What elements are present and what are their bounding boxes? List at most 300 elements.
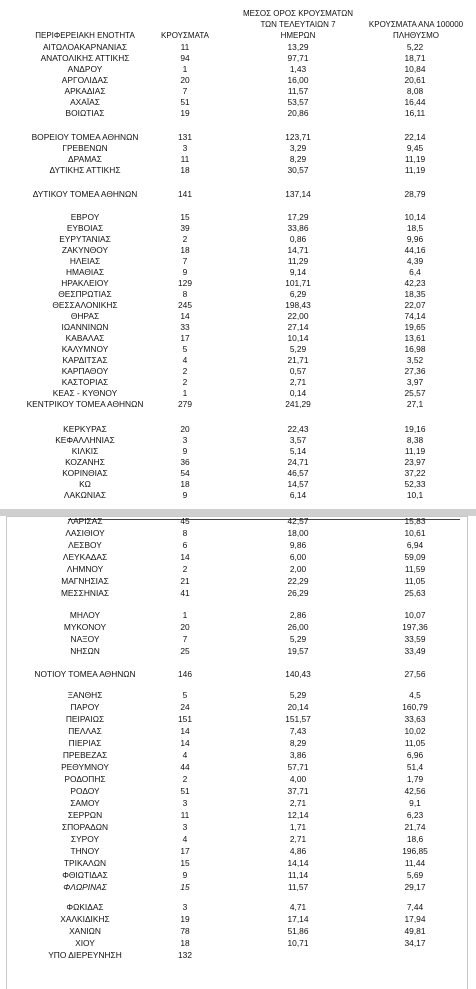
per-100k-cell: 22,07 xyxy=(404,300,426,310)
cases-cell: 8 xyxy=(182,289,188,299)
cases-cell: 129 xyxy=(178,278,192,288)
table-row xyxy=(0,300,476,311)
region-name-cell: ΚΑΡΔΙΤΣΑΣ xyxy=(62,355,108,365)
seven-day-average-cell: 6,00 xyxy=(289,552,307,562)
table-row xyxy=(0,690,476,701)
per-100k-cell: 7,44 xyxy=(406,902,424,912)
cases-cell: 20 xyxy=(180,622,190,632)
seven-day-average-cell: 97,71 xyxy=(287,53,309,63)
seven-day-average-cell: 2,86 xyxy=(289,610,307,620)
per-100k-cell: 18,6 xyxy=(406,834,424,844)
per-100k-cell: 196,85 xyxy=(402,846,428,856)
region-name-cell: ΠΕΙΡΑΙΩΣ xyxy=(65,714,105,724)
cases-cell: 9 xyxy=(182,870,188,880)
seven-day-average-cell: 22,29 xyxy=(287,576,309,586)
table-row xyxy=(0,344,476,355)
header-avg-line3: ΗΜΕΡΩΝ xyxy=(280,31,316,40)
cases-cell: 18 xyxy=(180,938,190,948)
cases-cell: 1 xyxy=(182,388,188,398)
seven-day-average-cell: 198,43 xyxy=(285,300,311,310)
region-name-cell: ΠΙΕΡΙΑΣ xyxy=(68,738,102,748)
region-name-cell: ΠΑΡΟΥ xyxy=(70,702,100,712)
per-100k-cell: 5,69 xyxy=(406,870,424,880)
table-row xyxy=(0,762,476,773)
cases-cell: 18 xyxy=(180,479,190,489)
region-name-cell: ΚΕΦΑΛΛΗΝΙΑΣ xyxy=(55,435,115,445)
seven-day-average-cell: 37,71 xyxy=(287,786,309,796)
per-100k-cell: 52,33 xyxy=(404,479,426,489)
per-100k-cell: 8,08 xyxy=(406,86,424,96)
table-row xyxy=(0,377,476,388)
region-name-cell: ΕΒΡΟΥ xyxy=(70,212,100,222)
seven-day-average-cell: 19,57 xyxy=(287,646,309,656)
table-row xyxy=(0,810,476,821)
table-row xyxy=(0,669,476,680)
header-avg-line1: ΜΕΣΟΣ ΟΡΟΣ ΚΡΟΥΣΜΑΤΩΝ xyxy=(242,9,354,18)
per-100k-cell: 19,65 xyxy=(404,322,426,332)
table-row xyxy=(0,738,476,749)
cases-cell: 4 xyxy=(182,750,188,760)
per-100k-cell: 3,52 xyxy=(406,355,424,365)
table-row xyxy=(0,902,476,913)
table-row xyxy=(0,132,476,143)
cases-cell: 33 xyxy=(180,322,190,332)
region-name-cell: ΓΡΕΒΕΝΩΝ xyxy=(62,143,108,153)
region-name-cell: ΤΗΝΟΥ xyxy=(70,846,100,856)
table-row xyxy=(0,97,476,108)
cases-cell: 6 xyxy=(182,540,188,550)
region-name-cell: ΑΙΤΩΛΟΑΚΑΡΝΑΝΙΑΣ xyxy=(42,42,128,52)
table-row xyxy=(0,786,476,797)
table-row xyxy=(0,399,476,410)
per-100k-cell: 4,5 xyxy=(409,690,421,700)
per-100k-cell: 27,36 xyxy=(404,366,426,376)
per-100k-cell: 16,11 xyxy=(404,108,426,118)
region-name-cell: ΔΥΤΙΚΗΣ ΑΤΤΙΚΗΣ xyxy=(49,165,121,175)
table-row xyxy=(0,64,476,75)
seven-day-average-cell: 17,14 xyxy=(287,914,309,924)
region-name-cell: ΒΟΡΕΙΟΥ ΤΟΜΕΑ ΑΘΗΝΩΝ xyxy=(31,132,139,142)
region-name-cell: ΦΩΚΙΔΑΣ xyxy=(66,902,104,912)
cases-cell: 94 xyxy=(180,53,190,63)
seven-day-average-cell: 2,71 xyxy=(289,834,307,844)
region-name-cell: ΚΕΡΚΥΡΑΣ xyxy=(63,424,107,434)
per-100k-cell: 27,1 xyxy=(406,399,424,409)
table-row xyxy=(0,322,476,333)
seven-day-average-cell: 5,29 xyxy=(289,344,307,354)
table-row xyxy=(0,610,476,621)
seven-day-average-cell: 20,14 xyxy=(287,702,309,712)
seven-day-average-cell: 10,14 xyxy=(287,333,309,343)
table-row xyxy=(0,479,476,490)
per-100k-cell: 16,44 xyxy=(404,97,426,107)
per-100k-cell: 8,38 xyxy=(406,435,424,445)
table-row xyxy=(0,468,476,479)
cases-cell: 19 xyxy=(180,914,190,924)
per-100k-cell: 11,19 xyxy=(404,446,426,456)
table-row xyxy=(0,588,476,599)
per-100k-cell: 18,5 xyxy=(406,223,424,233)
cases-cell: 14 xyxy=(180,726,190,736)
cases-cell: 7 xyxy=(182,256,188,266)
seven-day-average-cell: 1,71 xyxy=(289,822,307,832)
cases-cell: 2 xyxy=(182,377,188,387)
per-100k-cell: 9,96 xyxy=(406,234,424,244)
per-100k-cell: 25,63 xyxy=(404,588,426,598)
region-name-cell: ΧΑΝΙΩΝ xyxy=(69,926,101,936)
region-name-cell: ΜΕΣΣΗΝΙΑΣ xyxy=(60,588,110,598)
seven-day-average-cell: 3,86 xyxy=(289,750,307,760)
seven-day-average-cell: 22,43 xyxy=(287,424,309,434)
per-100k-cell: 197,36 xyxy=(402,622,428,632)
region-name-cell: ΣΠΟΡΑΔΩΝ xyxy=(61,822,109,832)
seven-day-average-cell: 3,57 xyxy=(289,435,307,445)
seven-day-average-cell: 21,71 xyxy=(287,355,309,365)
per-100k-cell: 17,94 xyxy=(404,914,426,924)
table-row xyxy=(0,622,476,633)
seven-day-average-cell: 18,00 xyxy=(287,528,309,538)
per-100k-cell: 11,19 xyxy=(404,165,426,175)
region-name-cell: ΚΑΒΑΛΑΣ xyxy=(65,333,105,343)
per-100k-cell: 23,97 xyxy=(404,457,426,467)
region-name-cell: ΦΛΩΡΙΝΑΣ xyxy=(63,882,107,892)
per-100k-cell: 3,97 xyxy=(406,377,424,387)
region-name-cell: ΛΗΜΝΟΥ xyxy=(66,564,104,574)
cases-cell: 7 xyxy=(182,86,188,96)
per-100k-cell: 51,4 xyxy=(406,762,424,772)
cases-cell: 14 xyxy=(180,311,190,321)
cases-cell: 11 xyxy=(180,810,190,820)
region-name-cell: ΡΟΔΟΠΗΣ xyxy=(64,774,106,784)
region-name-cell: ΞΑΝΘΗΣ xyxy=(67,690,103,700)
region-name-cell: ΧΑΛΚΙΔΙΚΗΣ xyxy=(60,914,110,924)
table-row xyxy=(0,564,476,575)
table-row xyxy=(0,267,476,278)
cases-cell: 9 xyxy=(182,490,188,500)
per-100k-cell: 21,74 xyxy=(404,822,426,832)
table-row xyxy=(0,223,476,234)
table-row xyxy=(0,914,476,925)
seven-day-average-cell: 9,86 xyxy=(289,540,307,550)
region-name-cell: ΝΗΣΩΝ xyxy=(70,646,100,656)
cases-cell: 1 xyxy=(182,64,188,74)
seven-day-average-cell: 3,29 xyxy=(289,143,307,153)
per-100k-cell: 160,79 xyxy=(402,702,428,712)
cases-cell: 4 xyxy=(182,834,188,844)
per-100k-cell: 42,56 xyxy=(404,786,426,796)
seven-day-average-cell: 151,57 xyxy=(285,714,311,724)
region-name-cell: ΠΡΕΒΕΖΑΣ xyxy=(62,750,108,760)
per-100k-cell: 11,59 xyxy=(404,564,426,574)
table-row xyxy=(0,714,476,725)
region-name-cell: ΚΟΖΑΝΗΣ xyxy=(65,457,105,467)
region-name-cell: ΚΑΡΠΑΘΟΥ xyxy=(61,366,109,376)
seven-day-average-cell: 11,57 xyxy=(287,86,309,96)
table-row xyxy=(0,576,476,587)
seven-day-average-cell: 6,14 xyxy=(289,490,307,500)
table-row xyxy=(0,278,476,289)
region-name-cell: ΛΑΚΩΝΙΑΣ xyxy=(63,490,107,500)
per-100k-cell: 10,1 xyxy=(406,490,424,500)
table-row xyxy=(0,289,476,300)
per-100k-cell: 1,79 xyxy=(406,774,424,784)
cases-cell: 14 xyxy=(180,738,190,748)
cases-cell: 2 xyxy=(182,234,188,244)
seven-day-average-cell: 22,00 xyxy=(287,311,309,321)
table-row xyxy=(0,143,476,154)
seven-day-average-cell: 20,86 xyxy=(287,108,309,118)
region-name-cell: ΑΧΑΪΑΣ xyxy=(70,97,100,107)
region-name-cell: ΧΙΟΥ xyxy=(75,938,95,948)
per-100k-cell: 27,56 xyxy=(404,669,426,679)
seven-day-average-cell: 2,00 xyxy=(289,564,307,574)
region-name-cell: ΑΝΑΤΟΛΙΚΗΣ ΑΤΤΙΚΗΣ xyxy=(40,53,130,63)
cases-cell: 14 xyxy=(180,552,190,562)
cases-cell: 5 xyxy=(182,690,188,700)
table-row xyxy=(0,926,476,937)
region-name-cell: ΛΑΣΙΘΙΟΥ xyxy=(65,528,105,538)
region-name-cell: ΗΜΑΘΙΑΣ xyxy=(65,267,105,277)
region-name-cell: ΡΟΔΟΥ xyxy=(70,786,100,796)
region-name-cell: ΔΡΑΜΑΣ xyxy=(68,154,102,164)
seven-day-average-cell: 17,29 xyxy=(287,212,309,222)
cases-cell: 8 xyxy=(182,528,188,538)
per-100k-cell: 6,23 xyxy=(406,810,424,820)
per-100k-cell: 11,05 xyxy=(404,576,426,586)
per-100k-cell: 16,98 xyxy=(404,344,426,354)
per-100k-cell: 33,59 xyxy=(404,634,426,644)
cases-cell: 25 xyxy=(180,646,190,656)
per-100k-cell: 33,63 xyxy=(404,714,426,724)
region-name-cell: ΚΕΝΤΡΙΚΟΥ ΤΟΜΕΑ ΑΘΗΝΩΝ xyxy=(26,399,144,409)
per-100k-cell: 10,84 xyxy=(404,64,426,74)
table-row xyxy=(0,53,476,64)
table-row xyxy=(0,858,476,869)
table-row xyxy=(0,256,476,267)
seven-day-average-cell: 12,14 xyxy=(287,810,309,820)
per-100k-cell: 28,79 xyxy=(404,189,426,199)
seven-day-average-cell: 6,29 xyxy=(289,289,307,299)
seven-day-average-cell: 11,29 xyxy=(287,256,309,266)
region-name-cell: ΖΑΚΥΝΘΟΥ xyxy=(61,245,109,255)
per-100k-cell: 6,96 xyxy=(406,750,424,760)
page-separator xyxy=(0,509,476,516)
seven-day-average-cell: 241,29 xyxy=(285,399,311,409)
cases-cell: 3 xyxy=(182,143,188,153)
per-100k-cell: 15,83 xyxy=(404,516,426,526)
seven-day-average-cell: 5,29 xyxy=(289,634,307,644)
seven-day-average-cell: 33,86 xyxy=(287,223,309,233)
cases-cell: 51 xyxy=(180,97,190,107)
per-100k-cell: 10,02 xyxy=(404,726,426,736)
region-name-cell: ΙΩΑΝΝΙΝΩΝ xyxy=(61,322,109,332)
seven-day-average-cell: 4,00 xyxy=(289,774,307,784)
table-row xyxy=(0,355,476,366)
table-row xyxy=(0,333,476,344)
per-100k-cell: 37,22 xyxy=(404,468,426,478)
per-100k-cell: 44,16 xyxy=(404,245,426,255)
cases-cell: 3 xyxy=(182,798,188,808)
cases-cell: 20 xyxy=(180,424,190,434)
table-row xyxy=(0,634,476,645)
table-row xyxy=(0,938,476,949)
cases-cell: 1 xyxy=(182,610,188,620)
cases-cell: 3 xyxy=(182,822,188,832)
seven-day-average-cell: 5,14 xyxy=(289,446,307,456)
seven-day-average-cell: 57,71 xyxy=(287,762,309,772)
table-row xyxy=(0,950,476,961)
region-name-cell: ΛΕΣΒΟΥ xyxy=(68,540,102,550)
cases-cell: 39 xyxy=(180,223,190,233)
region-name-cell: ΡΕΘΥΜΝΟΥ xyxy=(61,762,109,772)
per-100k-cell: 22,14 xyxy=(404,132,426,142)
table-row xyxy=(0,311,476,322)
cases-cell: 18 xyxy=(180,245,190,255)
cases-cell: 3 xyxy=(182,902,188,912)
header-avg-line2: ΤΩΝ ΤΕΛΕΥΤΑΙΩΝ 7 xyxy=(260,20,336,29)
cases-cell: 151 xyxy=(178,714,192,724)
seven-day-average-cell: 9,14 xyxy=(289,267,307,277)
table-row xyxy=(0,212,476,223)
table-row xyxy=(0,528,476,539)
seven-day-average-cell: 123,71 xyxy=(285,132,311,142)
region-name-cell: ΕΥΡΥΤΑΝΙΑΣ xyxy=(59,234,111,244)
cases-cell: 20 xyxy=(180,75,190,85)
region-name-cell: ΑΡΓΟΛΙΔΑΣ xyxy=(61,75,109,85)
seven-day-average-cell: 4,86 xyxy=(289,846,307,856)
seven-day-average-cell: 14,71 xyxy=(287,245,309,255)
seven-day-average-cell: 24,71 xyxy=(287,457,309,467)
cases-cell: 21 xyxy=(180,576,190,586)
seven-day-average-cell: 0,57 xyxy=(289,366,307,376)
per-100k-cell: 10,07 xyxy=(404,610,426,620)
table-row xyxy=(0,726,476,737)
table-row xyxy=(0,774,476,785)
cases-cell: 15 xyxy=(180,882,190,892)
table-row xyxy=(0,798,476,809)
cases-cell: 18 xyxy=(180,165,190,175)
region-name-cell: ΜΗΛΟΥ xyxy=(69,610,101,620)
seven-day-average-cell: 11,14 xyxy=(287,870,309,880)
region-name-cell: ΤΡΙΚΑΛΩΝ xyxy=(63,858,107,868)
table-row xyxy=(0,245,476,256)
per-100k-cell: 19,16 xyxy=(404,424,426,434)
seven-day-average-cell: 0,14 xyxy=(289,388,307,398)
table-row xyxy=(0,435,476,446)
region-name-cell: ΠΕΛΛΑΣ xyxy=(68,726,102,736)
seven-day-average-cell: 53,57 xyxy=(287,97,309,107)
per-100k-cell: 6,4 xyxy=(409,267,421,277)
header-region: ΠΕΡΙΦΕΡΕΙΑΚΗ ΕΝΟΤΗΤΑ xyxy=(35,31,135,40)
region-name-cell: ΚΑΛΥΜΝΟΥ xyxy=(61,344,109,354)
cases-cell: 9 xyxy=(182,267,188,277)
table-row xyxy=(0,108,476,119)
table-row xyxy=(0,540,476,551)
header-per100k-line2: ΠΛΗΘΥΣΜΟ xyxy=(392,31,440,40)
per-100k-cell: 5,22 xyxy=(406,42,424,52)
table-row xyxy=(0,165,476,176)
per-100k-cell: 11,05 xyxy=(404,738,426,748)
per-100k-cell: 74,14 xyxy=(404,311,426,321)
region-name-cell: ΝΟΤΙΟΥ ΤΟΜΕΑ ΑΘΗΝΩΝ xyxy=(34,669,136,679)
table-row xyxy=(0,388,476,399)
region-name-cell: ΛΕΥΚΑΔΑΣ xyxy=(62,552,108,562)
cases-cell: 131 xyxy=(178,132,192,142)
cases-cell: 2 xyxy=(182,366,188,376)
region-name-cell: ΗΛΕΙΑΣ xyxy=(69,256,101,266)
cases-cell: 15 xyxy=(180,858,190,868)
per-100k-cell: 10,14 xyxy=(404,212,426,222)
seven-day-average-cell: 140,43 xyxy=(285,669,311,679)
seven-day-average-cell: 42,57 xyxy=(287,516,309,526)
seven-day-average-cell: 13,29 xyxy=(287,42,309,52)
seven-day-average-cell: 14,14 xyxy=(287,858,309,868)
region-name-cell: ΘΕΣΠΡΩΤΙΑΣ xyxy=(58,289,112,299)
seven-day-average-cell: 0,86 xyxy=(289,234,307,244)
per-100k-cell: 10,61 xyxy=(404,528,426,538)
table-row xyxy=(0,154,476,165)
cases-cell: 51 xyxy=(180,786,190,796)
table-row xyxy=(0,42,476,53)
region-name-cell: ΚΩ xyxy=(79,479,91,489)
cases-cell: 41 xyxy=(180,588,190,598)
cases-cell: 24 xyxy=(180,702,190,712)
per-100k-cell: 9,45 xyxy=(406,143,424,153)
cases-cell: 132 xyxy=(178,950,192,960)
seven-day-average-cell: 137,14 xyxy=(285,189,311,199)
per-100k-cell: 49,81 xyxy=(404,926,426,936)
region-name-cell: ΜΥΚΟΝΟΥ xyxy=(63,622,107,632)
region-name-cell: ΘΗΡΑΣ xyxy=(70,311,100,321)
seven-day-average-cell: 27,14 xyxy=(287,322,309,332)
cases-cell: 36 xyxy=(180,457,190,467)
region-name-cell: ΦΘΙΩΤΙΔΑΣ xyxy=(62,870,108,880)
per-100k-cell: 13,61 xyxy=(404,333,426,343)
per-100k-cell: 25,57 xyxy=(404,388,426,398)
seven-day-average-cell: 101,71 xyxy=(285,278,311,288)
region-name-cell: ΜΑΓΝΗΣΙΑΣ xyxy=(61,576,109,586)
seven-day-average-cell: 1,43 xyxy=(289,64,307,74)
seven-day-average-cell: 2,71 xyxy=(289,377,307,387)
cases-cell: 7 xyxy=(182,634,188,644)
table-row xyxy=(0,75,476,86)
table-row xyxy=(0,846,476,857)
cases-cell: 17 xyxy=(180,846,190,856)
per-100k-cell: 42,23 xyxy=(404,278,426,288)
seven-day-average-cell: 11,57 xyxy=(287,882,309,892)
table-row xyxy=(0,457,476,468)
cases-cell: 3 xyxy=(182,435,188,445)
seven-day-average-cell: 51,86 xyxy=(287,926,309,936)
region-name-cell: ΛΑΡΙΣΑΣ xyxy=(67,516,103,526)
header-per100k-line1: ΚΡΟΥΣΜΑΤΑ ΑΝΑ 100000 xyxy=(368,20,464,29)
seven-day-average-cell: 7,43 xyxy=(289,726,307,736)
per-100k-cell: 11,19 xyxy=(404,154,426,164)
region-name-cell: ΑΝΔΡΟΥ xyxy=(67,64,103,74)
region-name-cell: ΥΠΟ ΔΙΕΡΕΥΝΗΣΗ xyxy=(48,950,122,960)
cases-cell: 54 xyxy=(180,468,190,478)
seven-day-average-cell: 4,71 xyxy=(289,902,307,912)
per-100k-cell: 11,44 xyxy=(404,858,426,868)
seven-day-average-cell: 16,00 xyxy=(287,75,309,85)
per-100k-cell: 29,17 xyxy=(404,882,426,892)
table-row xyxy=(0,424,476,435)
region-name-cell: ΑΡΚΑΔΙΑΣ xyxy=(64,86,106,96)
region-name-cell: ΚΑΣΤΟΡΙΑΣ xyxy=(61,377,109,387)
per-100k-cell: 59,09 xyxy=(404,552,426,562)
table-row xyxy=(0,882,476,893)
seven-day-average-cell: 10,71 xyxy=(287,938,309,948)
